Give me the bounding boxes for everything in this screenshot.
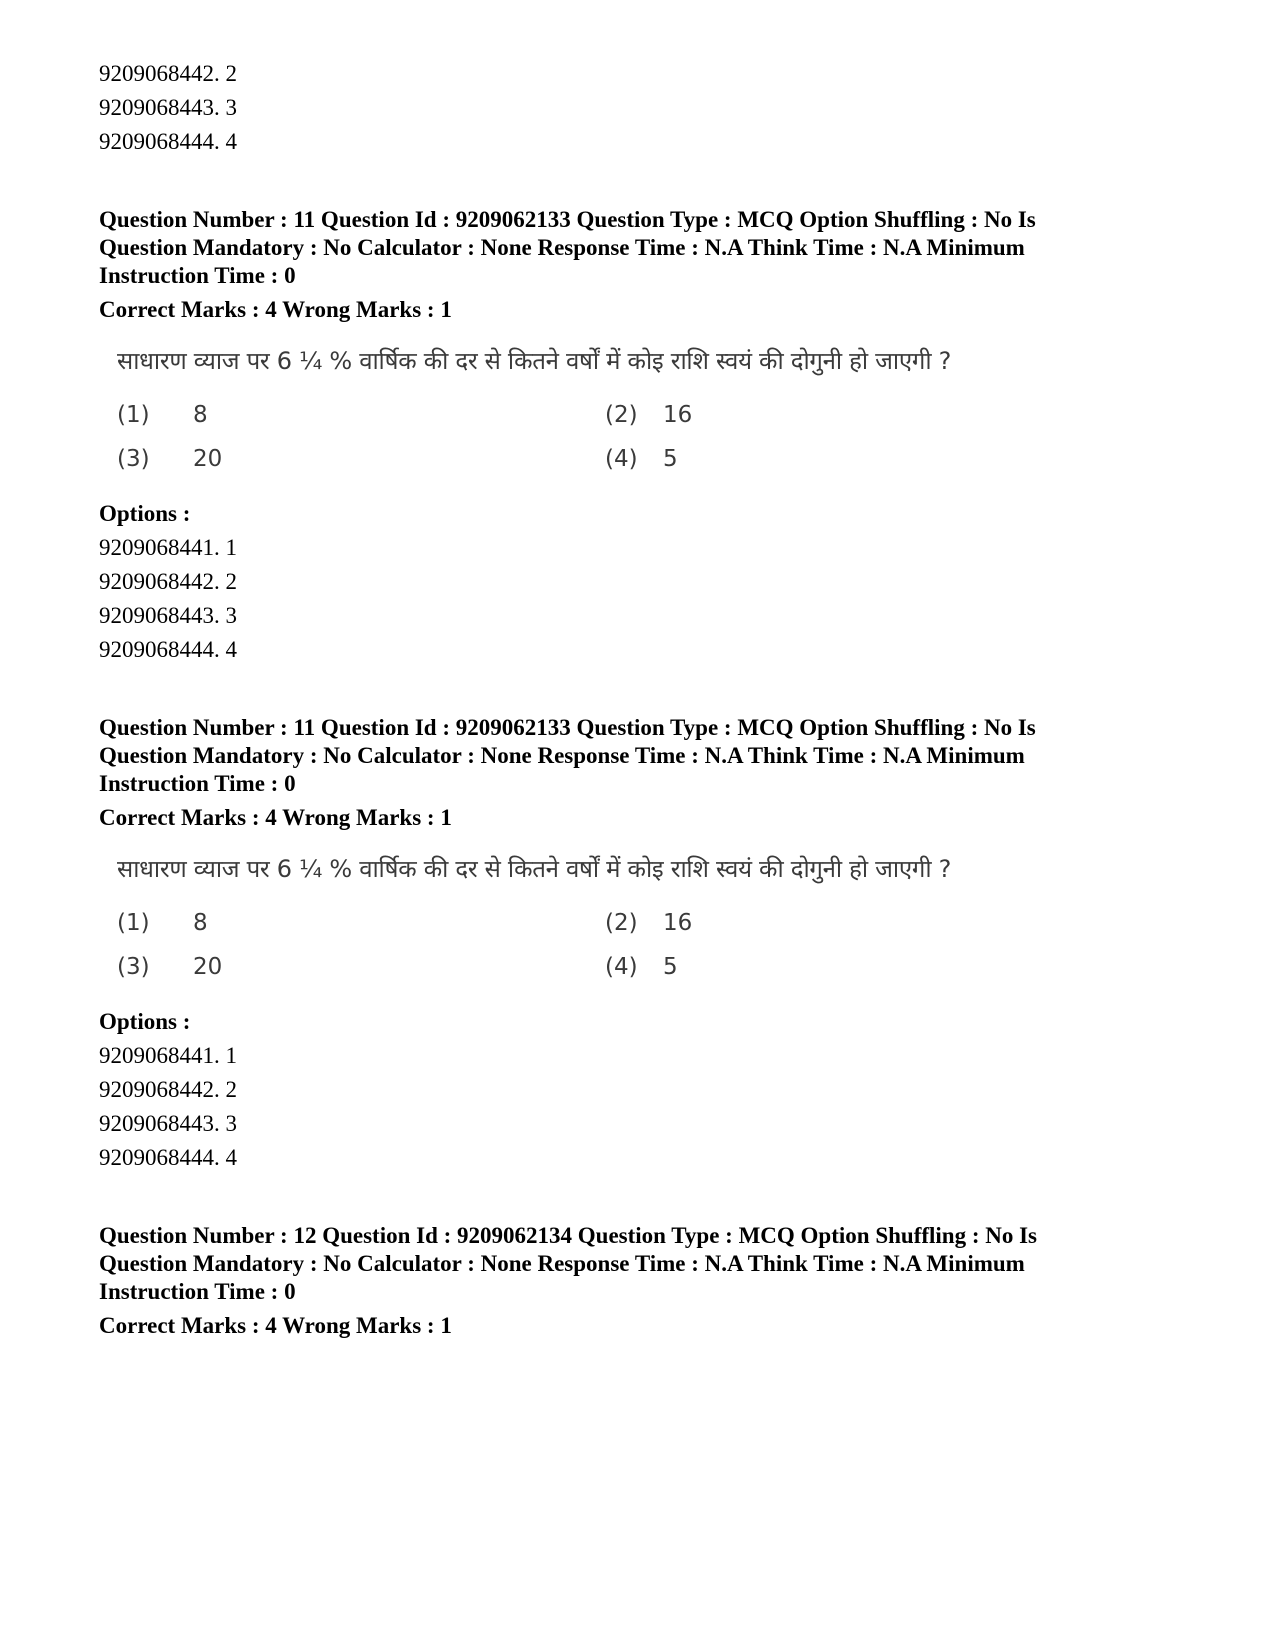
choice-number: (2) xyxy=(605,910,638,936)
question-header-line: Question Mandatory : No Calculator : None Response Time : N.A Think Time : N.A Minimum xyxy=(99,743,1025,768)
choice-value: 8 xyxy=(193,910,208,936)
question-marks: Correct Marks : 4 Wrong Marks : 1 xyxy=(99,1313,452,1338)
question-header-line: Instruction Time : 0 xyxy=(99,1279,296,1304)
option-line: 9209068443. 3 xyxy=(99,95,237,120)
question-header-line: Question Mandatory : No Calculator : None Response Time : N.A Think Time : N.A Minimum xyxy=(99,235,1025,260)
question-header-line: Instruction Time : 0 xyxy=(99,771,296,796)
choice-value: 20 xyxy=(193,446,223,472)
option-line: 9209068442. 2 xyxy=(99,569,237,594)
option-line: 9209068443. 3 xyxy=(99,603,237,628)
question-text: साधारण व्याज पर 6 ¼ % वार्षिक की दर से कितने वर्षों में कोइ राशि स्वयं की दोगुनी हो जाएगी ? xyxy=(117,855,952,883)
option-line: 9209068441. 1 xyxy=(99,535,237,560)
choice-number: (3) xyxy=(117,954,150,980)
choice-value: 5 xyxy=(663,446,678,472)
question-header-line: Question Number : 11 Question Id : 9209062133 Question Type : MCQ Option Shuffling : No Is xyxy=(99,207,1036,232)
choice-value: 16 xyxy=(663,402,693,428)
choice-number: (1) xyxy=(117,910,150,936)
question-image xyxy=(99,344,1059,484)
choice-item xyxy=(117,908,208,938)
question-image xyxy=(99,852,1059,992)
choice-item xyxy=(605,952,678,982)
question-marks: Correct Marks : 4 Wrong Marks : 1 xyxy=(99,805,452,830)
choice-number: (3) xyxy=(117,446,150,472)
choice-item xyxy=(117,400,208,430)
choice-number: (1) xyxy=(117,402,150,428)
question-header-line: Question Number : 11 Question Id : 9209062133 Question Type : MCQ Option Shuffling : No Is xyxy=(99,715,1036,740)
option-line: 9209068444. 4 xyxy=(99,637,237,662)
question-header-line: Question Mandatory : No Calculator : None Response Time : N.A Think Time : N.A Minimum xyxy=(99,1251,1025,1276)
option-line: 9209068443. 3 xyxy=(99,1111,237,1136)
choice-item xyxy=(605,400,692,430)
option-line: 9209068444. 4 xyxy=(99,129,237,154)
option-line: 9209068444. 4 xyxy=(99,1145,237,1170)
option-line: 9209068441. 1 xyxy=(99,1043,237,1068)
choice-value: 8 xyxy=(193,402,208,428)
question-header-line: Instruction Time : 0 xyxy=(99,263,296,288)
option-line: 9209068442. 2 xyxy=(99,61,237,86)
choice-number: (4) xyxy=(605,446,638,472)
choice-value: 16 xyxy=(663,910,693,936)
choice-value: 5 xyxy=(663,954,678,980)
question-marks: Correct Marks : 4 Wrong Marks : 1 xyxy=(99,297,452,322)
choice-number: (2) xyxy=(605,402,638,428)
choice-item xyxy=(117,444,222,474)
option-line: 9209068442. 2 xyxy=(99,1077,237,1102)
choice-item xyxy=(605,444,678,474)
choice-number: (4) xyxy=(605,954,638,980)
options-label: Options : xyxy=(99,501,191,526)
choice-item xyxy=(117,952,222,982)
choice-item xyxy=(605,908,692,938)
choice-value: 20 xyxy=(193,954,223,980)
options-label: Options : xyxy=(99,1009,191,1034)
question-header-line: Question Number : 12 Question Id : 9209062134 Question Type : MCQ Option Shuffling : No Is xyxy=(99,1223,1038,1248)
question-text: साधारण व्याज पर 6 ¼ % वार्षिक की दर से कितने वर्षों में कोइ राशि स्वयं की दोगुनी हो जाएगी ? xyxy=(117,347,952,375)
